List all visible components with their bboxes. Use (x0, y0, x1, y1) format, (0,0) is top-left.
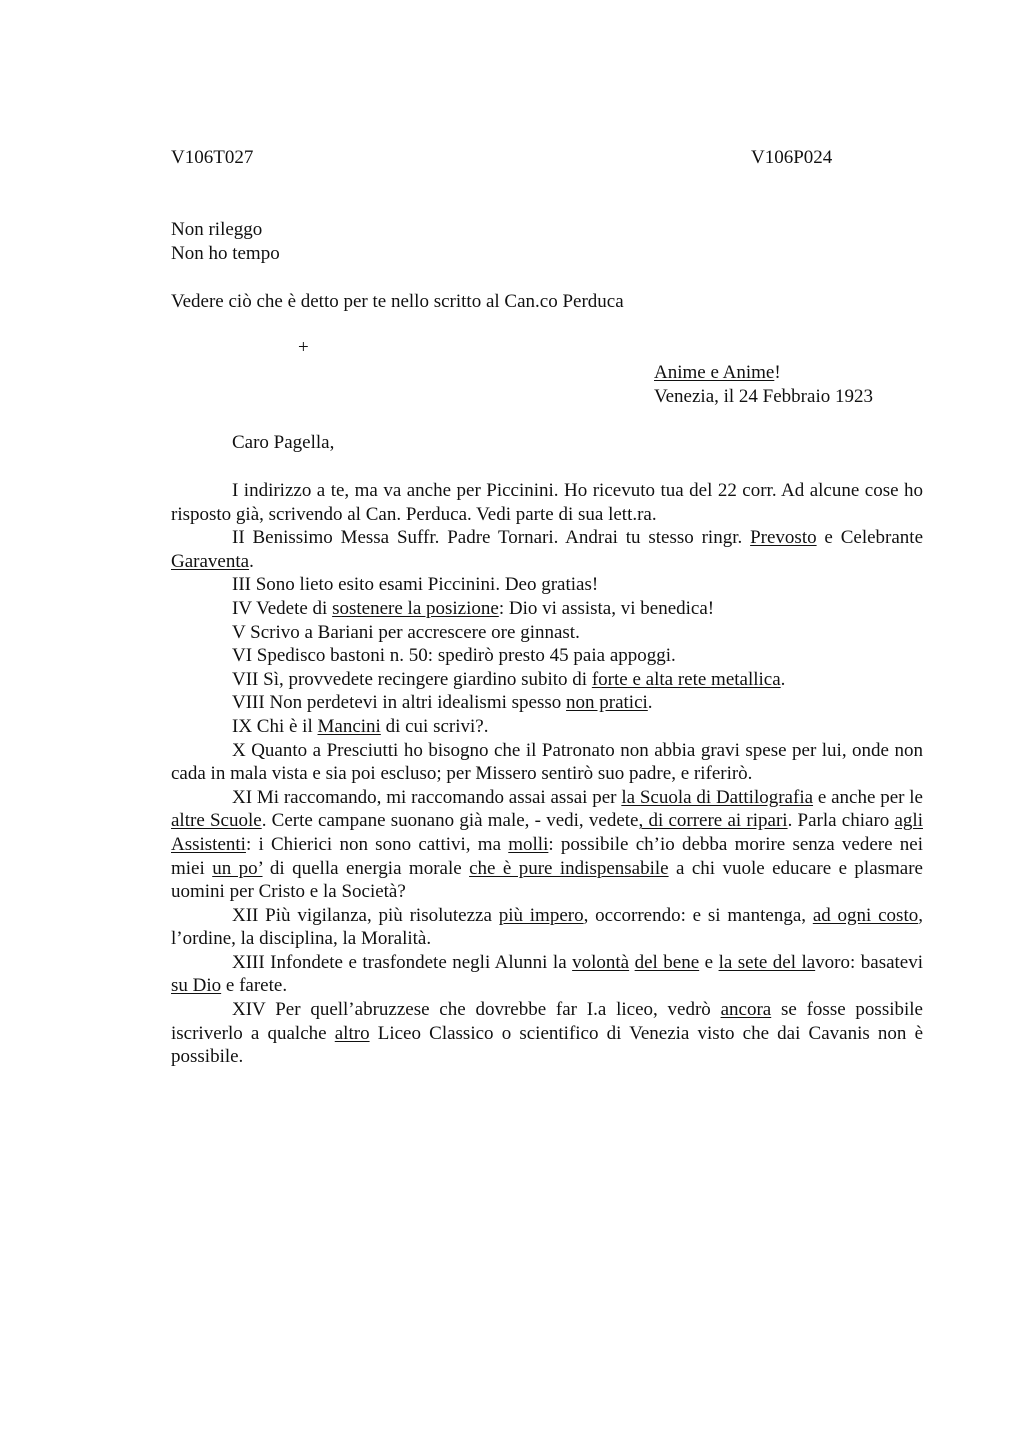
cross-mark: + (298, 337, 309, 358)
paragraph-3: III Sono lieto esito esami Piccinini. Deo gratias! (232, 574, 599, 596)
paragraph-1: I indirizzo a te, ma va anche per Piccinini. Ho ricevuto tua del 22 corr. Ad alcune cose ho risposto già, scrivendo al Can. Perduca. Vedi parte di sua lett.ra. (171, 480, 923, 525)
paragraph-13: XIII Infondete e trasfondete negli Alunni la volontà del bene e la sete del lavoro: basatevi su Dio e farete. (171, 951, 924, 997)
motto: Anime e Anime! (654, 362, 781, 383)
paragraph-2: II Benissimo Messa Suffr. Padre Tornari. Andrai tu stesso ringr. Prevosto e Celebrante Garaventa. (171, 527, 923, 572)
paragraph-11: XI Mi raccomando, mi raccomando assai assai per la Scuola di Dattilografia e anche per le altre Scuole. Certe campane suonano già male, - vedi, vedete, di correre ai ripari. Parla chiaro agli Assistenti: i Chierici non sono cattivi, ma molli: possibile ch’io debba morire senza vedere nei miei un po’ di quella energia morale che è pure indispensabile a chi vuole educare e plasmare uomini per Cristo e la Società? (171, 786, 923, 903)
place-date: Venezia, il 24 Febbraio 1923 (654, 386, 873, 407)
paragraph-8: VIII Non perdetevi in altri idealismi spesso non pratici. (232, 692, 653, 714)
paragraph-7: VII Sì, provvedete recingere giardino subito di forte e alta rete metallica. (232, 668, 786, 690)
letter-heading (654, 361, 873, 409)
paragraph-5: V Scrivo a Bariani per accrescere ore ginnast. (232, 621, 580, 643)
motto-text: Anime e Anime (654, 362, 775, 383)
letter-body (171, 479, 923, 1069)
paragraph-4: IV Vedete di sostenere la posizione: Dio vi assista, vi benedica! (232, 597, 715, 619)
paragraph-6: VI Spedisco bastoni n. 50: spedirò presto 45 paia appoggi. (232, 645, 676, 667)
note-line-3: Vedere ciò che è detto per te nello scritto al Can.co Perduca (171, 291, 624, 312)
paragraph-14: XIV Per quell’abruzzese che dovrebbe far I.a liceo, vedrò ancora se fosse possibile iscriverlo a qualche altro Liceo Classico o scientifico di Venezia visto che dai Cavanis non è possibile. (171, 999, 923, 1068)
note-line-2: Non ho tempo (171, 243, 280, 264)
salutation: Caro Pagella, (232, 432, 335, 453)
paragraph-10: X Quanto a Presciutti ho bisogno che il Patronato non abbia gravi spese per lui, onde non cada in mala vista e sia poi escluso; per Missero sentirò suo padre, e riferirò. (171, 739, 923, 785)
paragraph-12: XII Più vigilanza, più risolutezza più impero, occorrendo: e si mantenga, ad ogni costo, l’ordine, la disciplina, la Moralità. (171, 904, 923, 950)
document-code-right: V106P024 (751, 147, 833, 168)
note-line-1: Non rileggo (171, 219, 263, 240)
paragraph-9: IX Chi è il Mancini di cui scrivi?. (232, 715, 489, 737)
document-code-left: V106T027 (171, 147, 254, 168)
